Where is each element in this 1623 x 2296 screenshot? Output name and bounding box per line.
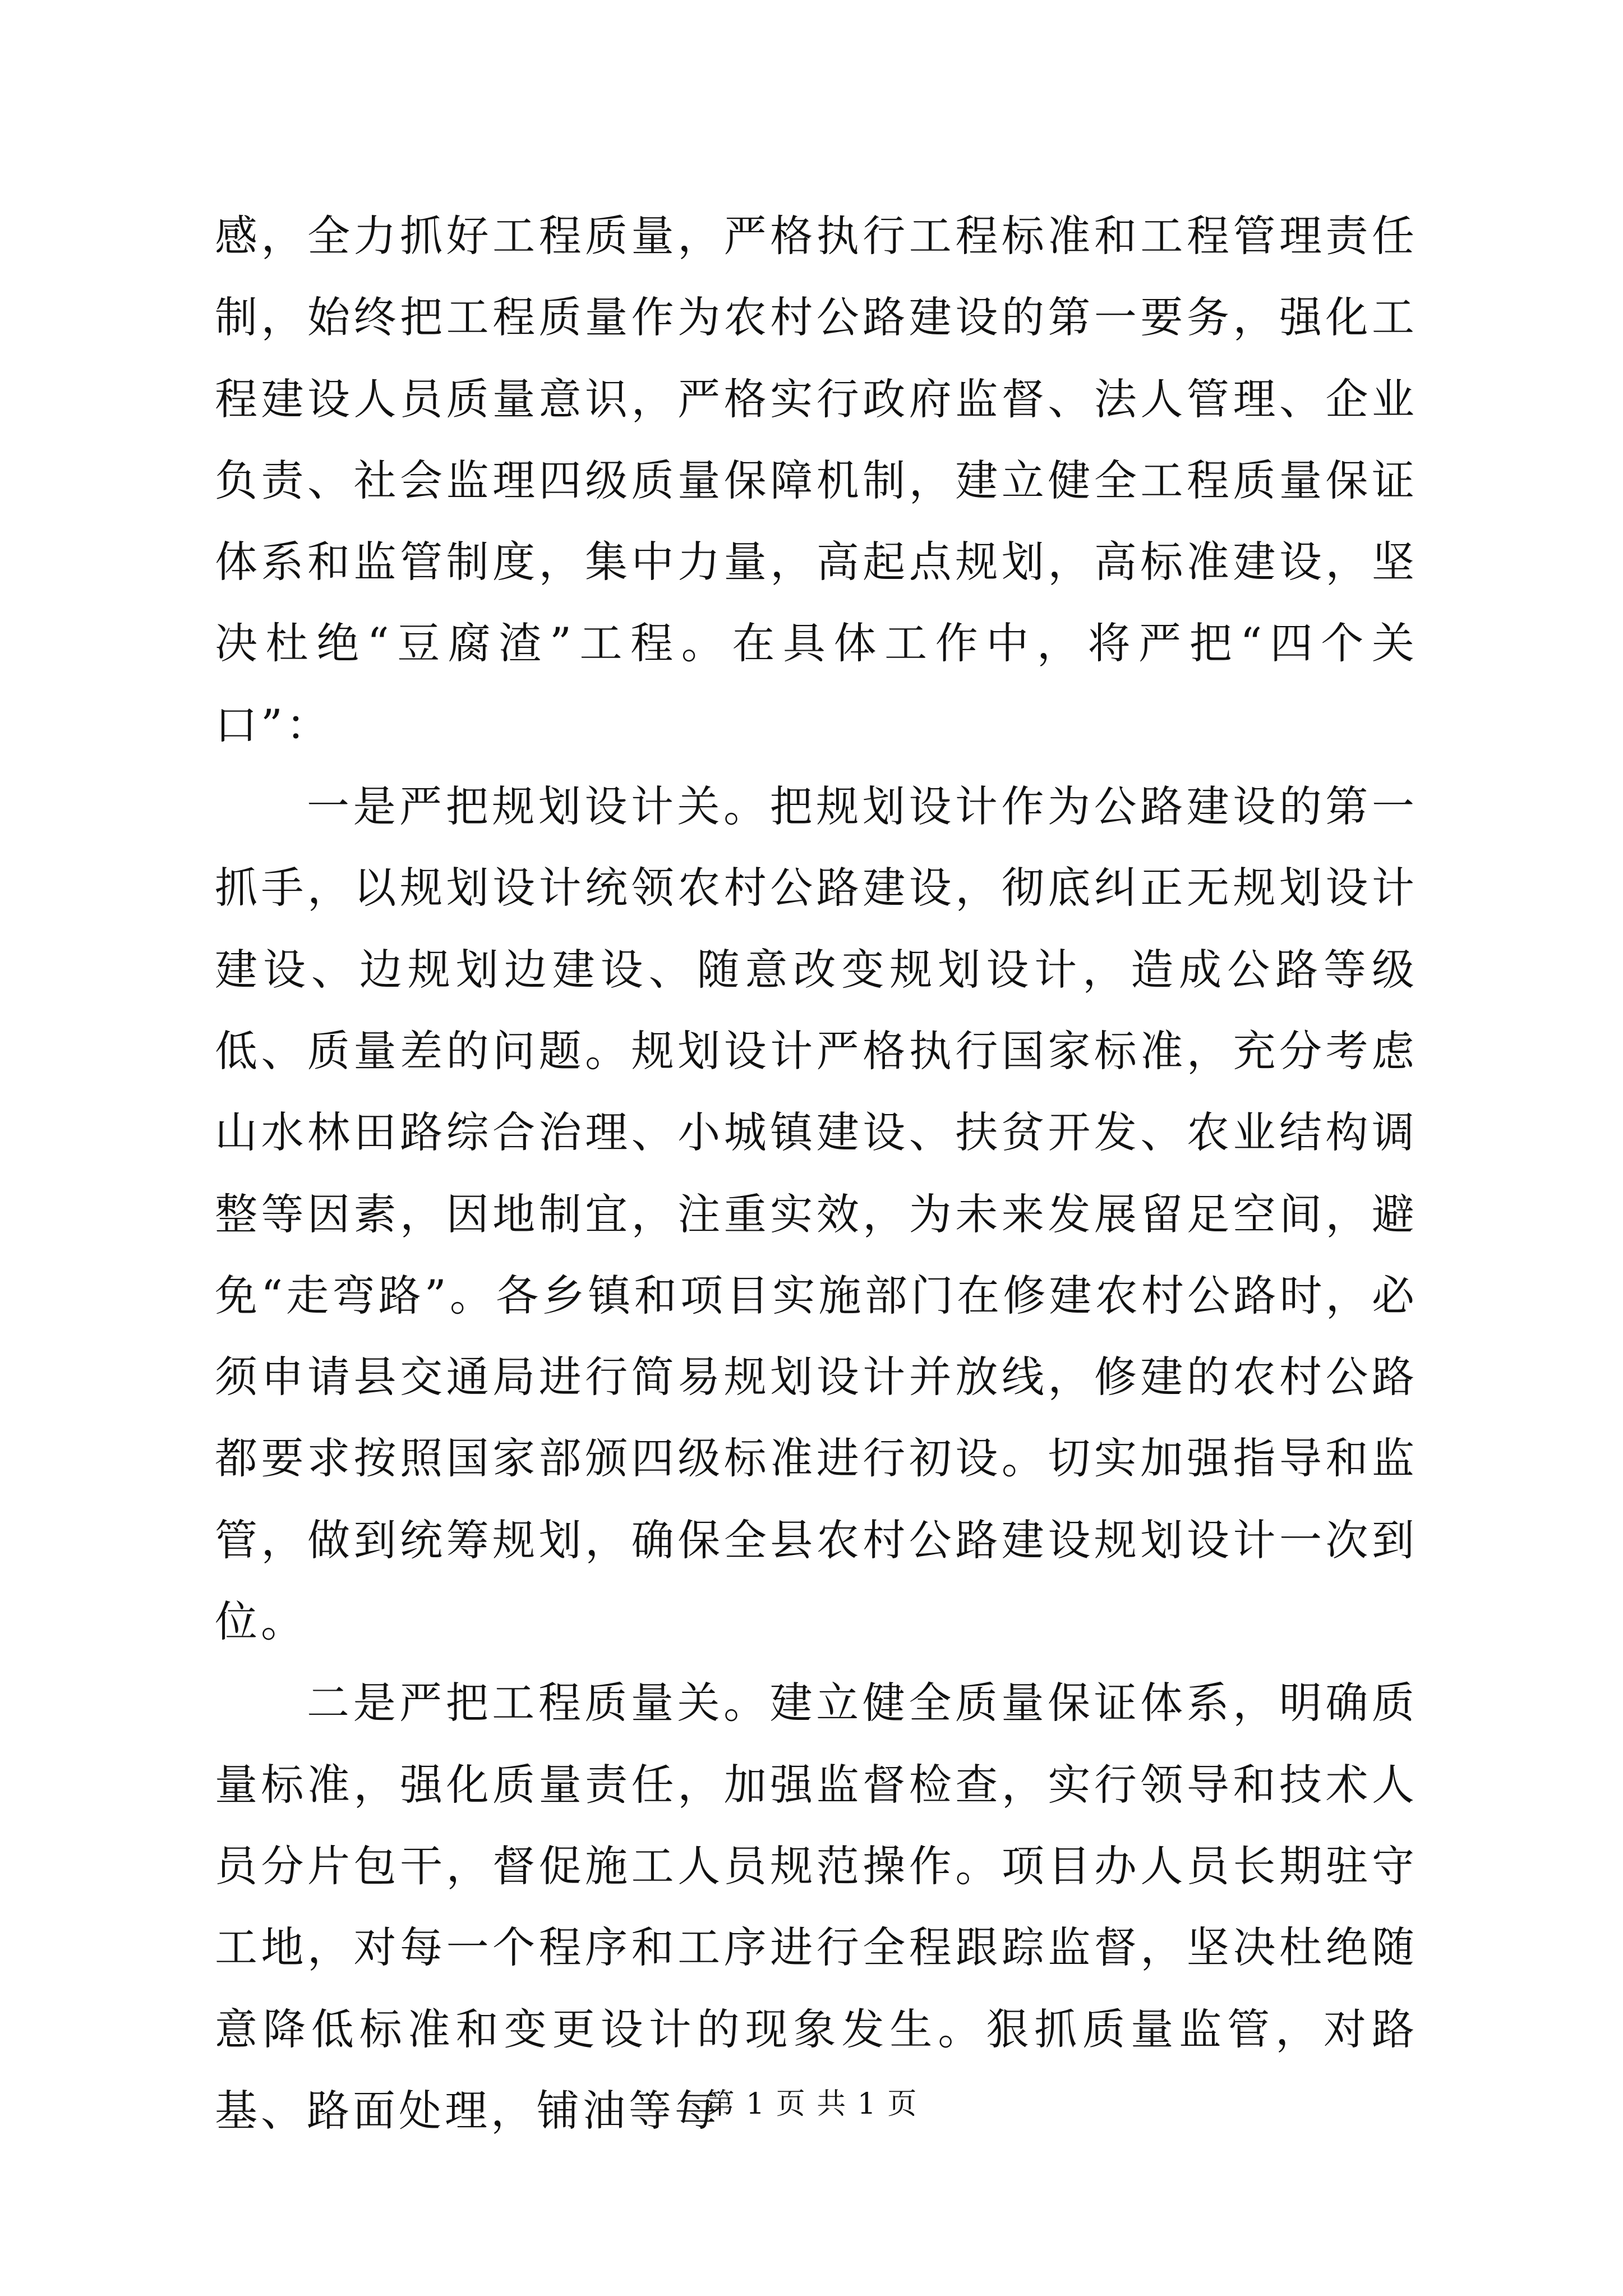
paragraph-engineering-quality: 二是严把工程质量关。建立健全质量保证体系，明确质量标准，强化质量责任，加强监督检查，实行领导和技术人员分片包干，督促施工人员规范操作。项目办人员长期驻守工地，对每一个程序和工序进行全程跟踪监督，坚决杜绝随意降低标准和变更设计的现象发生。狠抓质量监管，对路基、路面处理，铺油等每 xyxy=(215,1678,1418,2136)
paragraph-planning-design: 一是严把规划设计关。把规划设计作为公路建设的第一抓手，以规划设计统领农村公路建设，彻底纠正无规划设计建设、边规划边建设、随意改变规划设计，造成公路等级低、质量差的问题。规划设计严格执行国家标准，充分考虑山水林田路综合治理、小城镇建设、扶贫开发、农业结构调整等因素，因地制宜，注重实效，为未来发展留足空间，避免“走弯路”。各乡镇和项目实施部门在修建农村公路时，必须申请县交通局进行简易规划设计并放线，修建的农村公路都要求按照国家部颁四级标准进行初设。切实加强指导和监管，做到统筹规划，确保全县农村公路建设规划设计一次到位。 xyxy=(215,781,1418,1647)
paragraph-continued: 感，全力抓好工程质量，严格执行工程标准和工程管理责任制，始终把工程质量作为农村公路建设的第一要务，强化工程建设人员质量意识，严格实行政府监督、法人管理、企业负责、社会监理四级质量保障机制，建立健全工程质量保证体系和监管制度，集中力量，高起点规划，高标准建设，坚决杜绝“豆腐渣”工程。在具体工作中，将严把“四个关口”： xyxy=(215,211,1418,750)
document-body xyxy=(215,195,1418,2151)
page-footer: 第 1 页 共 1 页 xyxy=(705,2087,918,2121)
